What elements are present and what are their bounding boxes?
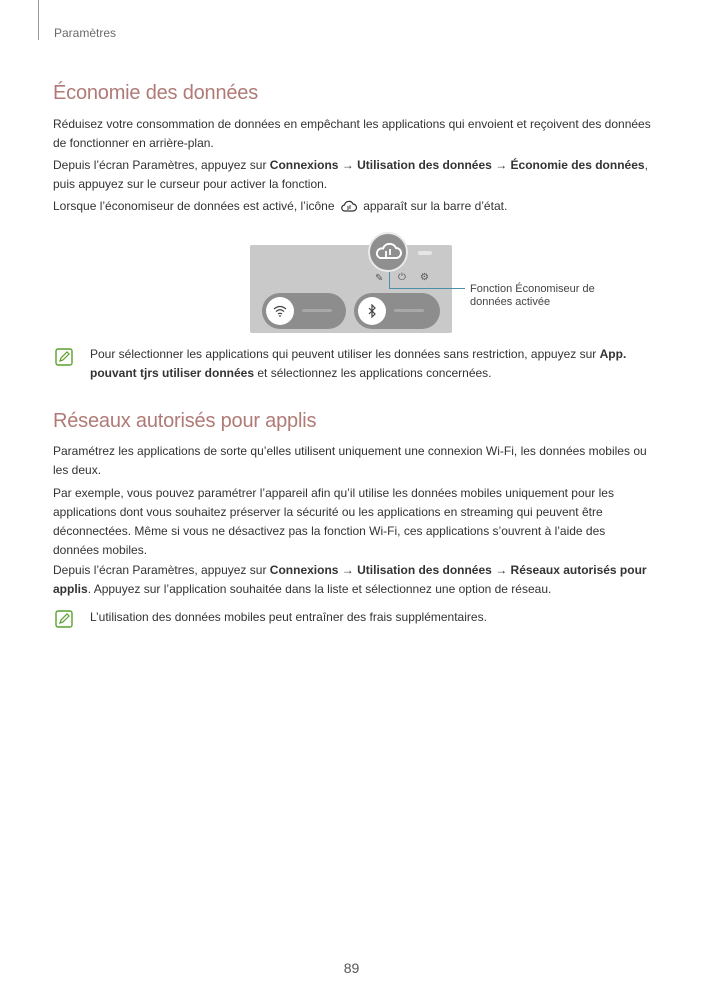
text: Depuis l’écran Paramètres, appuyez sur xyxy=(53,158,270,172)
arrow: → xyxy=(495,158,508,172)
text: Depuis l’écran Paramètres, appuyez sur xyxy=(53,563,270,577)
bluetooth-tile xyxy=(354,293,440,329)
text: Lorsque l’économiseur de données est activé, l’icône xyxy=(53,199,335,213)
text: et sélectionnez les applications concernées. xyxy=(254,366,492,380)
note-pencil-icon xyxy=(55,610,73,628)
note-pencil-icon xyxy=(55,348,73,366)
paragraph: Réduisez votre consommation de données en empêchant les applications qui envoient et reçoivent des données de fonctionner en arrière-plan. xyxy=(53,117,651,150)
text: Pour sélectionner les applications qui peuvent utiliser les données sans restriction, appuyez sur xyxy=(90,347,600,361)
menu-path-item: Connexions xyxy=(269,158,339,172)
section-title-data-saver: Économie des données xyxy=(53,82,259,104)
callout-line xyxy=(389,288,465,289)
tile-label-placeholder xyxy=(302,309,332,312)
wifi-tile xyxy=(262,293,346,329)
running-header: Paramètres xyxy=(54,26,117,40)
menu-path-item: Connexions xyxy=(269,563,339,577)
section-title-allowed-networks: Réseaux autorisés pour applis xyxy=(53,410,317,432)
power-icon: ⏻ xyxy=(398,272,406,283)
gear-icon: ⚙ xyxy=(420,272,429,283)
menu-path-item: App. pouvant tjrs utiliser données xyxy=(90,347,627,380)
header-rule xyxy=(38,0,39,40)
arrow: → xyxy=(341,158,354,172)
text: , puis appuyez sur le curseur pour activer la fonction. xyxy=(53,158,648,191)
menu-path-item: Réseaux autorisés pour applis xyxy=(53,563,647,596)
data-saver-cloud-icon xyxy=(340,199,358,213)
note xyxy=(90,345,650,383)
paragraph: Paramétrez les applications de sorte qu’elles utilisent uniquement une connexion Wi-Fi, les données mobiles ou les deux. xyxy=(53,444,647,477)
menu-path-item: Économie des données xyxy=(510,158,645,172)
tile-label-placeholder xyxy=(394,309,424,312)
paragraph: Par exemple, vous pouvez paramétrer l’appareil afin qu’il utilise les données mobiles uniquement pour les applications dont vous souhaitez préserver la sécurité ou les applications en streaming qui peuvent être déconnectées. Même si vous ne désactivez pas la fonction Wi-Fi, ces applications s’ouvrent à l’aide des données mobiles. xyxy=(53,486,614,557)
text: . Appuyez sur l’application souhaitée dans la liste et sélectionnez une option de réseau. xyxy=(87,582,552,596)
callout-line xyxy=(389,272,390,289)
page-number: 89 xyxy=(343,960,360,976)
paragraph-instructions xyxy=(53,561,653,599)
paragraph-instructions xyxy=(53,156,653,194)
bluetooth-icon xyxy=(358,297,386,325)
menu-path-item: Utilisation des données xyxy=(357,158,492,172)
callout-label: Fonction Économiseur de données activée xyxy=(470,283,595,308)
note: L’utilisation des données mobiles peut entraîner des frais supplémentaires. xyxy=(90,610,487,624)
status-indicator xyxy=(418,251,432,255)
text: apparaît sur la barre d’état. xyxy=(363,199,508,213)
edit-icon: ✎ xyxy=(375,273,384,284)
paragraph-icon-info xyxy=(53,197,653,216)
quick-panel-illustration xyxy=(250,245,452,333)
arrow: → xyxy=(341,563,354,577)
wifi-icon xyxy=(266,297,294,325)
data-saver-cloud-icon xyxy=(368,232,408,272)
menu-path-item: Utilisation des données xyxy=(357,563,492,577)
arrow: → xyxy=(495,563,508,577)
